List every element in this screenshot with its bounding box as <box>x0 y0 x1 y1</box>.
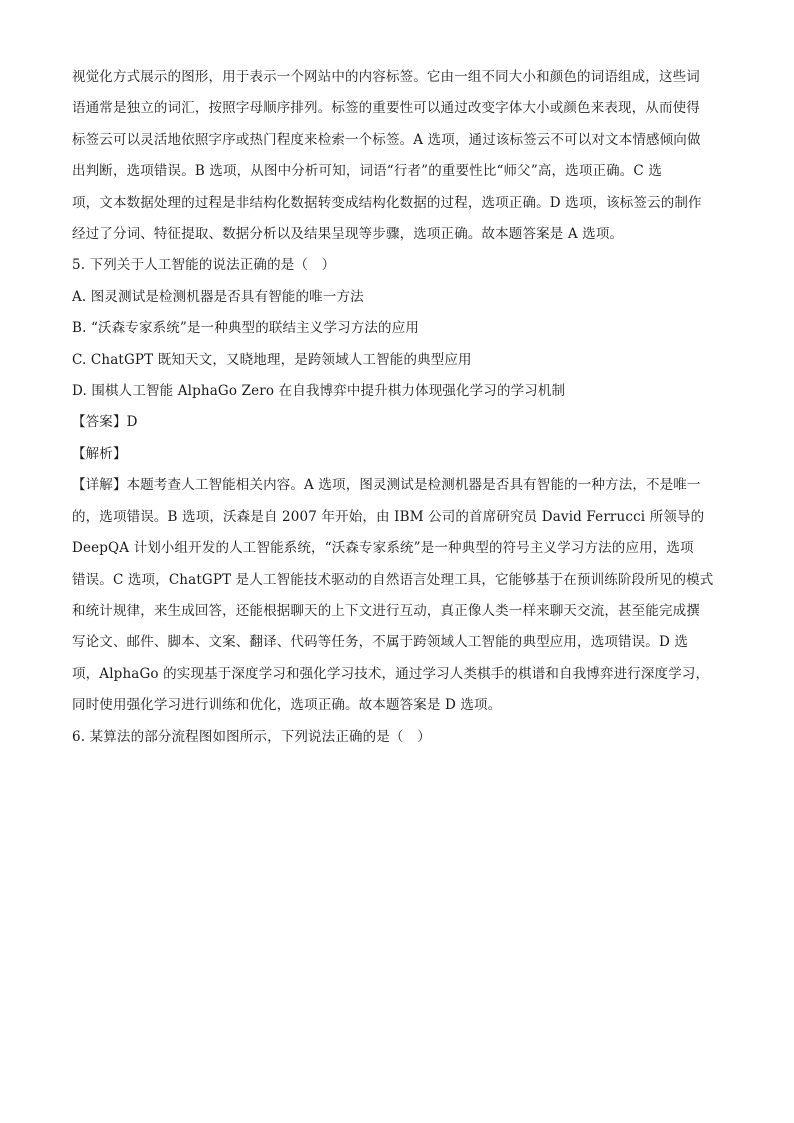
text-line: 的，选项错误。B 选项，沃森是自 2007 年开始，由 IBM 公司的首席研究员 David Ferrucci 所领导的 <box>72 508 705 525</box>
question-6-stem: 6. 某算法的部分流程图如图所示，下列说法正确的是（ ） <box>72 728 431 745</box>
option-b: B. “沃森专家系统”是一种典型的联结主义学习方法的应用 <box>72 320 420 337</box>
text-line: 经过了分词、特征提取、数据分析以及结果呈现等步骤，选项正确。故本题答案是 A 选项。 <box>72 226 624 243</box>
analysis-label: 【解析】 <box>72 445 127 462</box>
question-5-options <box>72 282 720 408</box>
q5-detail-paragraph <box>72 470 720 721</box>
text-line: 项，AlphaGo 的实现基于深度学习和强化学习技术，通过学习人类棋手的棋谱和自我博弈进行深度学习， <box>72 665 710 682</box>
text-line: 项，文本数据处理的过程是非结构化数据转变成结构化数据的过程，选项正确。D 选项，该标签云的制作 <box>72 194 702 211</box>
option-a: A. 图灵测试是检测机器是否具有智能的唯一方法 <box>72 288 364 305</box>
text-line: 写论文、邮件、脚本、文案、翻译、代码等任务，不属于跨领域人工智能的典型应用，选项错误。D 选 <box>72 634 689 651</box>
text-line: 【详解】本题考查人工智能相关内容。A 选项，图灵测试是检测机器是否具有智能的一种方法，不是唯一 <box>72 477 701 494</box>
text-line: 同时使用强化学习进行训练和优化，选项正确。故本题答案是 D 选项。 <box>72 697 502 714</box>
answer-label: 【答案】D <box>72 414 138 431</box>
text-line: 视觉化方式展示的图形，用于表示一个网站中的内容标签。它由一组不同大小和颜色的词语组成，这些词 <box>72 69 700 85</box>
text-line: 出判断，选项错误。B 选项，从图中分析可知，词语“行者”的重要性比“师父”高，选项正确。C 选 <box>72 163 662 180</box>
option-c: C. ChatGPT 既知天文，又晓地理，是跨领域人工智能的典型应用 <box>72 351 472 368</box>
q4-explanation-paragraph <box>72 62 720 250</box>
text-line: 和统计规律，来生成回答，还能根据聊天的上下文进行互动，真正像人类一样来聊天交流，甚至能完成撰 <box>72 602 700 619</box>
text-line: 语通常是独立的词汇，按照字母顺序排列。标签的重要性可以通过改变字体大小或颜色来表现，从而使得 <box>72 100 700 117</box>
text-line: 标签云可以灵活地依照字序或热门程度来检索一个标签。A 选项，通过该标签云不可以对文本情感倾向做 <box>72 131 701 148</box>
option-d: D. 围棋人工智能 AlphaGo Zero 在自我博弈中提升棋力体现强化学习的学习机制 <box>72 383 566 400</box>
text-line: 错误。C 选项，ChatGPT 是人工智能技术驱动的自然语言处理工具，它能够基于在预训练阶段所见的模式 <box>72 571 714 588</box>
question-5-stem: 5. 下列关于人工智能的说法正确的是（ ） <box>72 257 336 274</box>
document-content <box>72 62 720 753</box>
text-line: DeepQA 计划小组开发的人工智能系统，“沃森专家系统”是一种典型的符号主义学习方法的应用，选项 <box>72 540 694 557</box>
